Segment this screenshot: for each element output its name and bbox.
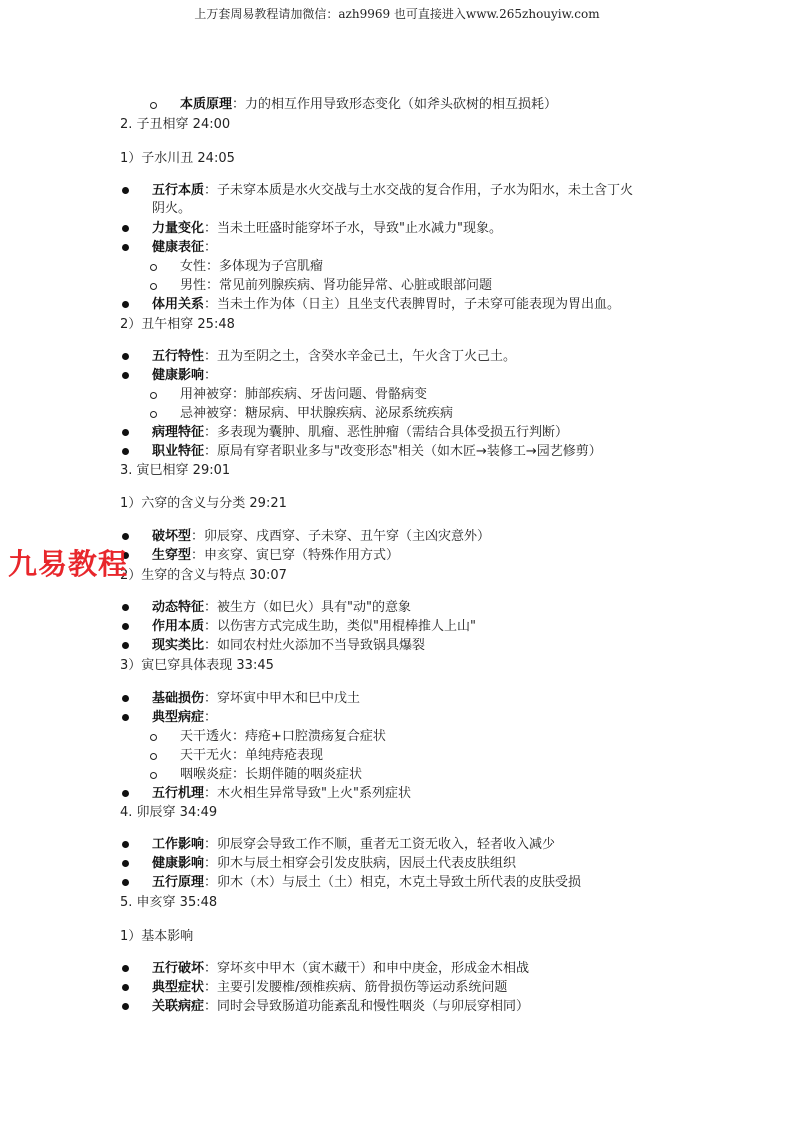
sub-bullet-item [180,405,453,423]
line-text: ：力的相互作用导致形态变化（如斧头砍树的相互损耗） [232,97,558,112]
bullet-keyword: 五行本质 [152,183,205,198]
bullet-dot-icon [122,604,129,611]
line-text: 男性：常见前列腺疾病、肾功能异常、心脏或眼部问题 [180,278,493,293]
bullet-item [152,690,360,708]
line-text: ：被生方（如巳火）具有"动"的意象 [204,600,411,615]
bullet-keyword: 作用本质 [152,619,205,634]
line-text: ：子未穿本质是水火交战与土水交战的复合作用，子水为阳水，未土含丁火 [204,183,634,198]
bullet-dot-icon [122,353,129,360]
bullet-item [152,528,490,546]
bullet-circle-icon [150,734,157,741]
bullet-dot-icon [122,790,129,797]
line-text: 1）基本影响 [120,929,194,944]
sub-bullet-item [180,258,323,276]
bullet-keyword: 五行原理 [152,875,205,890]
bullet-circle-icon [150,283,157,290]
bullet-item [152,979,507,997]
bullet-dot-icon [122,695,129,702]
section-heading [120,804,217,822]
bullet-item [152,367,217,385]
bullet-dot-icon [122,984,129,991]
line-text: ：木火相生异常导致"上火"系列症状 [204,786,411,801]
line-text: ：卯木与辰土相穿会引发皮肤病，因辰土代表皮肤组织 [204,856,517,871]
bullet-dot-icon [122,965,129,972]
bullet-keyword: 五行特性 [152,349,205,364]
line-text: ： [204,710,218,725]
bullet-item [152,709,217,727]
bullet-keyword: 五行机理 [152,786,205,801]
line-text: ：穿坏寅中甲木和巳中戊土 [204,691,361,706]
line-text: ：当未土作为体（日主）且坐支代表脾胃时，子未穿可能表现为胃出血。 [204,297,621,312]
section-heading [120,116,230,134]
bullet-item [152,220,502,238]
bullet-item [152,182,633,200]
bullet-item [152,960,529,978]
line-text: 女性：多体现为子宫肌瘤 [180,259,324,274]
bullet-keyword: 关联病症 [152,999,205,1014]
line-text: 天干透火：痔疮+口腔溃疡复合症状 [180,729,386,744]
line-text: 3）寅巳穿具体表现 33:45 [120,658,274,673]
bullet-item [152,599,411,617]
line-text: 2. 子丑相穿 24:00 [120,117,231,132]
line-text: ：当未土旺盛时能穿坏子水，导致"止水减力"现象。 [204,221,502,236]
bullet-keyword: 基础损伤 [152,691,205,706]
bullet-keyword: 体用关系 [152,297,205,312]
section-heading [120,462,230,480]
bullet-circle-icon [150,753,157,760]
bullet-item [152,348,516,366]
bullet-keyword: 病理特征 [152,425,205,440]
line-text: ：以伤害方式完成生助，类似"用棍棒推人上山" [204,619,476,634]
bullet-keyword: 五行破坏 [152,961,205,976]
bullet-item [152,547,399,565]
line-text: 忌神被穿：糖尿病、甲状腺疾病、泌尿系统疾病 [180,406,454,421]
line-text: 天干无火：单纯痔疮表现 [180,748,324,763]
line-text: ：如同农村灶火添加不当导致锅具爆裂 [204,638,426,653]
bullet-continuation [152,200,191,218]
bullet-keyword: 工作影响 [152,837,205,852]
bullet-item [152,874,581,892]
sub-bullet-item [180,747,323,765]
subsection-heading [120,150,235,168]
line-text: ：同时会导致肠道功能紊乱和慢性咽炎（与卯辰穿相同） [204,999,530,1014]
line-text: 用神被穿：肺部疾病、牙齿问题、骨骼病变 [180,387,428,402]
bullet-dot-icon [122,879,129,886]
bullet-keyword: 本质原理 [180,97,233,112]
subsection-heading [120,495,287,513]
bullet-item [152,618,476,636]
line-text: 1）子水川丑 24:05 [120,151,235,166]
line-text: ：穿坏亥中甲木（寅木藏干）和申中庚金，形成金木相战 [204,961,530,976]
line-text: ： [204,368,218,383]
bullet-item [152,855,516,873]
bullet-item [152,296,620,314]
bullet-dot-icon [122,225,129,232]
line-text: 5. 申亥穿 35:48 [120,895,218,910]
bullet-dot-icon [122,860,129,867]
bullet-keyword: 典型症状 [152,980,205,995]
line-text: 1）六穿的含义与分类 29:21 [120,496,287,511]
bullet-keyword: 生穿型 [152,548,192,563]
line-text: 2）生穿的含义与特点 30:07 [120,568,287,583]
bullet-circle-icon [150,411,157,418]
subsection-heading [120,567,287,585]
bullet-circle-icon [150,264,157,271]
bullet-dot-icon [122,301,129,308]
line-text: ： [204,240,218,255]
bullet-dot-icon [122,533,129,540]
bullet-keyword: 破坏型 [152,529,192,544]
sub-bullet-item [180,277,492,295]
line-text: ：卯辰穿会导致工作不顺，重者无工资无收入，轻者收入减少 [204,837,556,852]
bullet-keyword: 动态特征 [152,600,205,615]
bullet-keyword: 力量变化 [152,221,205,236]
bullet-item [152,836,555,854]
bullet-item [152,239,217,257]
bullet-keyword: 健康表征 [152,240,205,255]
bullet-dot-icon [122,372,129,379]
bullet-dot-icon [122,623,129,630]
bullet-item [152,424,568,442]
bullet-dot-icon [122,448,129,455]
line-text: 2）丑午相穿 25:48 [120,317,235,332]
watermark-text: 九易教程 [8,547,129,581]
line-text: ：申亥穿、寅巳穿（特殊作用方式） [191,548,400,563]
bullet-dot-icon [122,841,129,848]
bullet-item [152,998,529,1016]
line-text: ：原局有穿者职业多与"改变形态"相关（如木匠→装修工→园艺修剪） [204,444,602,459]
bullet-keyword: 典型病症 [152,710,205,725]
bullet-dot-icon [122,244,129,251]
line-text: ：主要引发腰椎/颈椎疾病、筋骨损伤等运动系统问题 [204,980,508,995]
bullet-circle-icon [150,392,157,399]
sub-bullet-item [180,96,557,114]
bullet-item [152,785,411,803]
line-text: 3. 寅巳相穿 29:01 [120,463,231,478]
line-text: ：多表现为囊肿、肌瘤、恶性肿瘤（需结合具体受损五行判断） [204,425,569,440]
sub-bullet-item [180,386,427,404]
bullet-dot-icon [122,1003,129,1010]
subsection-heading [120,928,193,946]
bullet-item [152,637,425,655]
sub-bullet-item [180,766,362,784]
bullet-circle-icon [150,102,157,109]
section-heading [120,894,217,912]
line-text: ：卯辰穿、戌酉穿、子未穿、丑午穿（主凶灾意外） [191,529,491,544]
bullet-dot-icon [122,187,129,194]
bullet-keyword: 健康影响 [152,856,205,871]
bullet-keyword: 健康影响 [152,368,205,383]
bullet-dot-icon [122,714,129,721]
bullet-dot-icon [122,429,129,436]
bullet-item [152,443,602,461]
line-text: ：卯木（木）与辰土（土）相克，木克土导致土所代表的皮肤受损 [204,875,582,890]
subsection-heading [120,657,274,675]
sub-bullet-item [180,728,386,746]
page-header-banner: 上万套周易教程请加微信：azh9969 也可直接进入www.265zhouyiw.com [194,7,600,21]
line-text: ：丑为至阴之土，含癸水辛金己土，午火含丁火己土。 [204,349,517,364]
bullet-circle-icon [150,772,157,779]
line-text: 咽喉炎症：长期伴随的咽炎症状 [180,767,363,782]
line-text: 4. 卯辰穿 34:49 [120,805,218,820]
subsection-heading [120,316,235,334]
bullet-keyword: 职业特征 [152,444,205,459]
bullet-keyword: 现实类比 [152,638,205,653]
bullet-dot-icon [122,642,129,649]
line-text: 阴火。 [152,201,192,216]
